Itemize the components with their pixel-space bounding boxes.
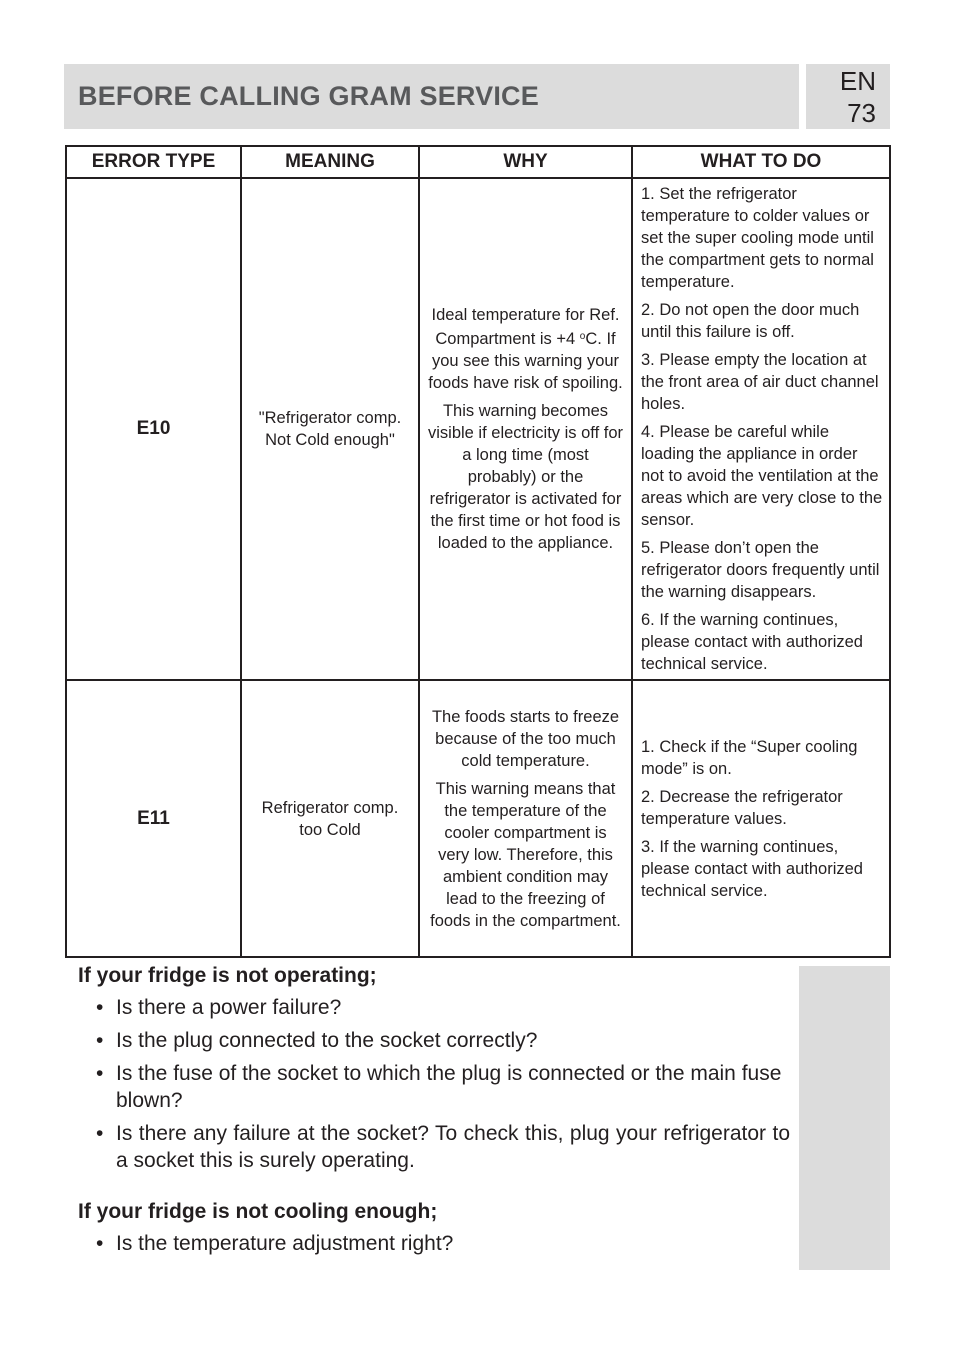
header-what-to-do: WHAT TO DO	[632, 146, 890, 178]
table-header-row	[66, 146, 890, 178]
why-paragraph: This warning means that the temperature of the cooler compartment is very low. Therefore, this ambient condition may lead to the freezing of foods in the compartment.	[430, 779, 621, 930]
action-item: 1. Set the refrigerator temperature to colder values or set the super cooling mode until the compartment gets to normal temperature.	[641, 185, 874, 291]
what-to-do-cell	[632, 680, 890, 957]
table-row	[66, 178, 890, 680]
header-why: WHY	[419, 146, 632, 178]
error-code: E11	[66, 680, 241, 957]
meaning-cell	[241, 178, 419, 680]
action-item: 2. Do not open the door much until this failure is off.	[641, 301, 860, 341]
action-item: 3. If the warning continues, please contact with authorized technical service.	[641, 837, 863, 900]
list-item: • Is there any failure at the socket? To check this, plug your refrigerator to a socket this is surely operating.	[78, 1120, 790, 1174]
action-item: 4. Please be careful while loading the appliance in order not to avoid the ventilation at the areas which are very close to the sensor.	[641, 423, 883, 529]
section-heading: If your fridge is not operating;	[78, 964, 377, 987]
error-code: E10	[66, 178, 241, 680]
action-item: 2. Decrease the refrigerator temperature values.	[641, 787, 843, 828]
why-paragraph: This warning becomes visible if electricity is off for a long time (most probably) or the refrigerator is activated for the first time or hot food is loaded to the appliance.	[428, 402, 624, 552]
checklist	[78, 994, 790, 1174]
header-bar	[64, 64, 799, 129]
action-item: 5. Please don’t open the refrigerator doors frequently until the warning disappears.	[641, 539, 880, 601]
list-item: • Is the fuse of the socket to which the plug is connected or the main fuse blown?	[78, 1060, 790, 1114]
why-cell	[419, 178, 632, 680]
meaning-cell	[241, 680, 419, 957]
page-title: BEFORE CALLING GRAM SERVICE	[78, 81, 539, 111]
why-paragraph: Ideal temperature for Ref. Compartment is +4 $^o$C. If you see this warning your foods have risk of spoiling.	[428, 306, 623, 392]
meaning-line: "Refrigerator comp.	[258, 409, 402, 427]
why-cell	[419, 680, 632, 957]
what-to-do-cell	[632, 178, 890, 680]
action-item: 6. If the warning continues, please contact with authorized technical service.	[641, 611, 863, 673]
page-number: 73	[847, 97, 876, 128]
why-paragraph: The foods starts to freeze because of the too much cold temperature.	[431, 707, 620, 770]
not-operating-section	[78, 964, 790, 1174]
not-cooling-section	[78, 1200, 790, 1257]
action-item: 1. Check if the “Super cooling mode” is on.	[641, 737, 858, 778]
meaning-line: too Cold	[299, 820, 361, 839]
header-error-type: ERROR TYPE	[66, 146, 241, 178]
section-heading: If your fridge is not cooling enough;	[78, 1200, 438, 1223]
error-table	[65, 145, 891, 958]
language-code: EN	[839, 65, 876, 96]
header-meaning: MEANING	[241, 146, 419, 178]
table-row	[66, 680, 890, 957]
list-item: • Is the plug connected to the socket correctly?	[78, 1027, 790, 1054]
checklist	[78, 1230, 790, 1257]
list-item: • Is there a power failure?	[78, 994, 790, 1021]
meaning-line: Refrigerator comp.	[261, 798, 399, 817]
meaning-line: Not Cold enough"	[265, 431, 395, 449]
side-strip	[799, 966, 890, 1270]
page-tab	[806, 64, 890, 129]
action-item: 3. Please empty the location at the front area of air duct channel holes.	[641, 351, 879, 413]
list-item: • Is the temperature adjustment right?	[78, 1230, 790, 1257]
